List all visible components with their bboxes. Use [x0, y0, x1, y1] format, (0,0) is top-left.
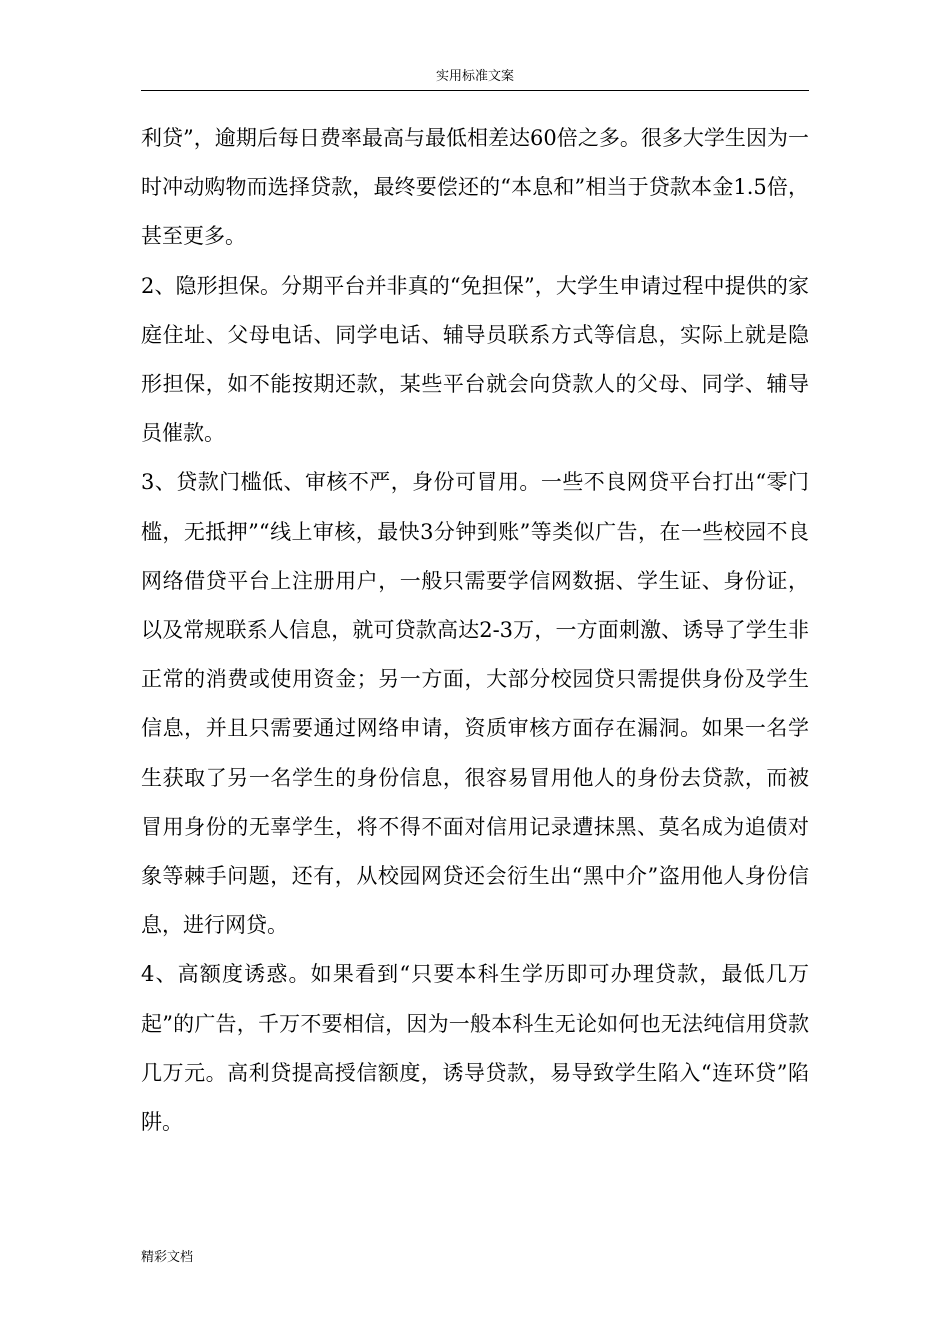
paragraph-interest-rate: 利贷”，逾期后每日费率最高与最低相差达60倍之多。很多大学生因为一时冲动购物而选择贷款，最终要偿还的“本息和”相当于贷款本金1.5倍，甚至更多。 — [141, 126, 809, 249]
page-footer — [141, 1248, 193, 1268]
document-body — [141, 114, 809, 1147]
page-header — [141, 66, 809, 91]
paragraph-high-limit: 4、高额度诱惑。如果看到“只要本科生学历即可办理贷款，最低几万起”的广告，千万不要相信，因为一般本科生无论如何也无法纯信用贷款几万元。高利贷提高授信额度，诱导贷款，易导致学生陷入“连环贷”陷阱。 — [141, 962, 809, 1135]
paragraph-low-threshold: 3、贷款门槛低、审核不严，身份可冒用。一些不良网贷平台打出“零门槛，无抵押”“线上审核，最快3分钟到账”等类似广告，在一些校园不良网络借贷平台上注册用户，一般只需要学信网数据、学生证、身份证，以及常规联系人信息，就可贷款高达2-3万，一方面刺激、诱导了学生非正常的消费或使用资金；另一方面，大部分校园贷只需提供身份及学生信息，并且只需要通过网络申请，资质审核方面存在漏洞。如果一名学生获取了另一名学生的身份信息，很容易冒用他人的身份去贷款，而被冒用身份的无辜学生，将不得不面对信用记录遭抹黑、莫名成为追债对象等棘手问题，还有，从校园网贷还会衍生出“黑中介”盗用他人身份信息，进行网贷。 — [141, 470, 809, 938]
footer-label: 精彩文档 — [141, 1250, 194, 1265]
header-title: 实用标准文案 — [435, 69, 514, 84]
paragraph-hidden-guarantee: 2、隐形担保。分期平台并非真的“免担保”，大学生申请过程中提供的家庭住址、父母电话、同学电话、辅导员联系方式等信息，实际上就是隐形担保，如不能按期还款，某些平台就会向贷款人的父母、同学、辅导员催款。 — [141, 273, 809, 446]
